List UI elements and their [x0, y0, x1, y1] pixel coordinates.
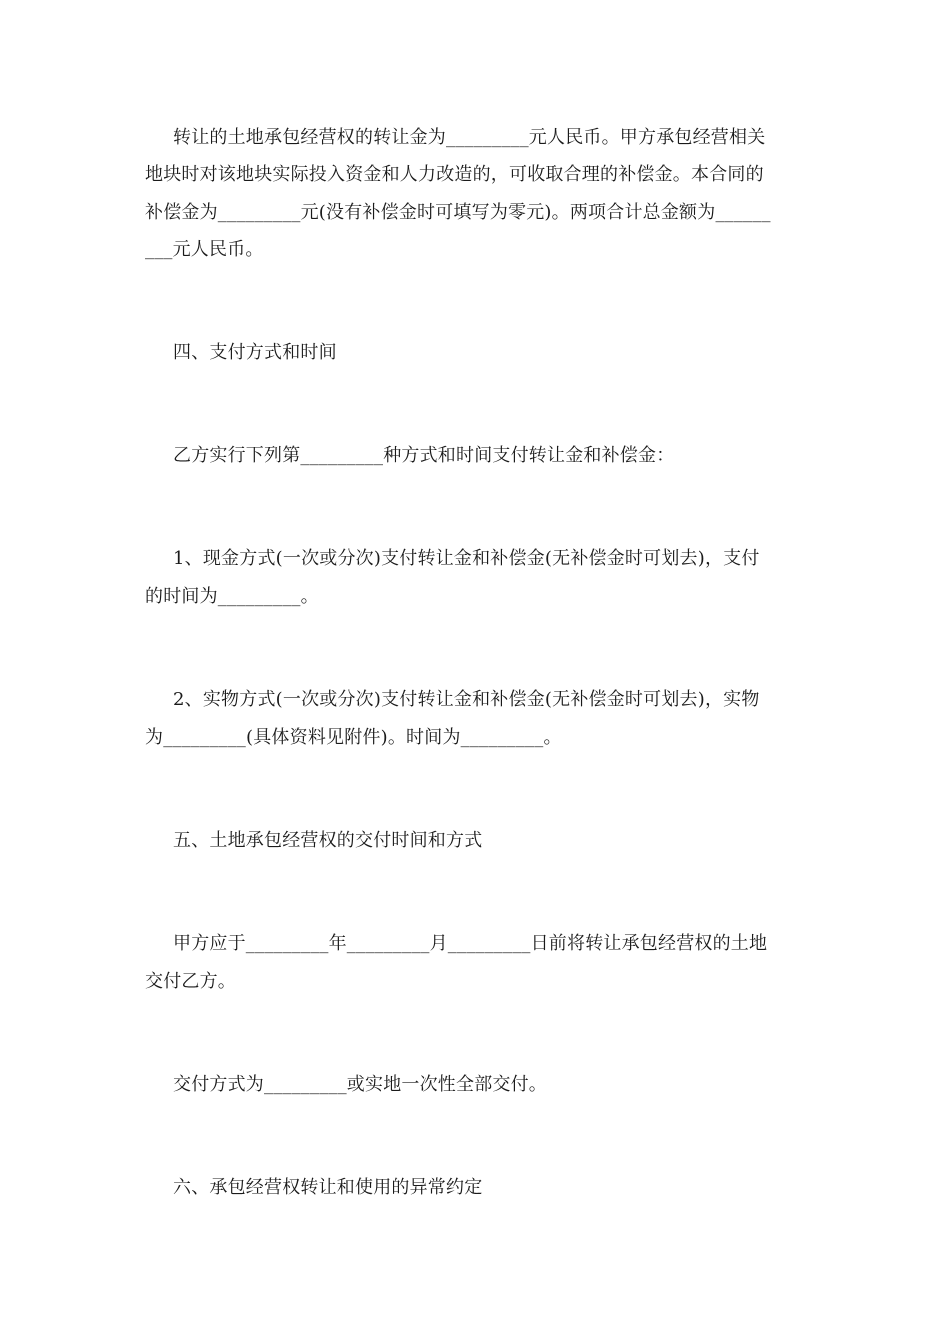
- section-heading-payment: 四、支付方式和时间: [173, 342, 337, 363]
- paragraph-delivery-date-line-1: 甲方应于_________年_________月_________日前将转让承包经营权的土地: [173, 933, 768, 954]
- paragraph-delivery-method: 交付方式为_________或实地一次性全部交付。: [173, 1074, 547, 1095]
- paragraph-cash-line-2: 的时间为_________。: [145, 586, 319, 607]
- section-heading-delivery: 五、土地承包经营权的交付时间和方式: [173, 830, 483, 851]
- paragraph-transfer-fee-line-2: 地块时对该地块实际投入资金和人力改造的，可收取合理的补偿金。本合同的: [145, 164, 764, 185]
- paragraph-delivery-date-line-2: 交付乙方。: [145, 971, 236, 992]
- paragraph-payment-method: 乙方实行下列第_________种方式和时间支付转让金和补偿金：: [173, 445, 675, 466]
- paragraph-in-kind-line-2: 为_________(具体资料见附件)。时间为_________。: [145, 727, 562, 748]
- paragraph-cash-line-1: 1、现金方式(一次或分次)支付转让金和补偿金(无补偿金时可划去)，支付: [173, 548, 760, 569]
- paragraph-in-kind-line-1: 2、实物方式(一次或分次)支付转让金和补偿金(无补偿金时可划去)，实物: [173, 689, 760, 710]
- paragraph-transfer-fee-line-1: 转让的土地承包经营权的转让金为_________元人民币。甲方承包经营相关: [173, 127, 766, 148]
- paragraph-transfer-fee-line-4: ___元人民币。: [145, 239, 264, 260]
- section-heading-special-terms: 六、承包经营权转让和使用的异常约定: [173, 1177, 483, 1198]
- paragraph-transfer-fee-line-3: 补偿金为_________元(没有补偿金时可填写为零元)。两项合计总金额为______: [145, 202, 771, 223]
